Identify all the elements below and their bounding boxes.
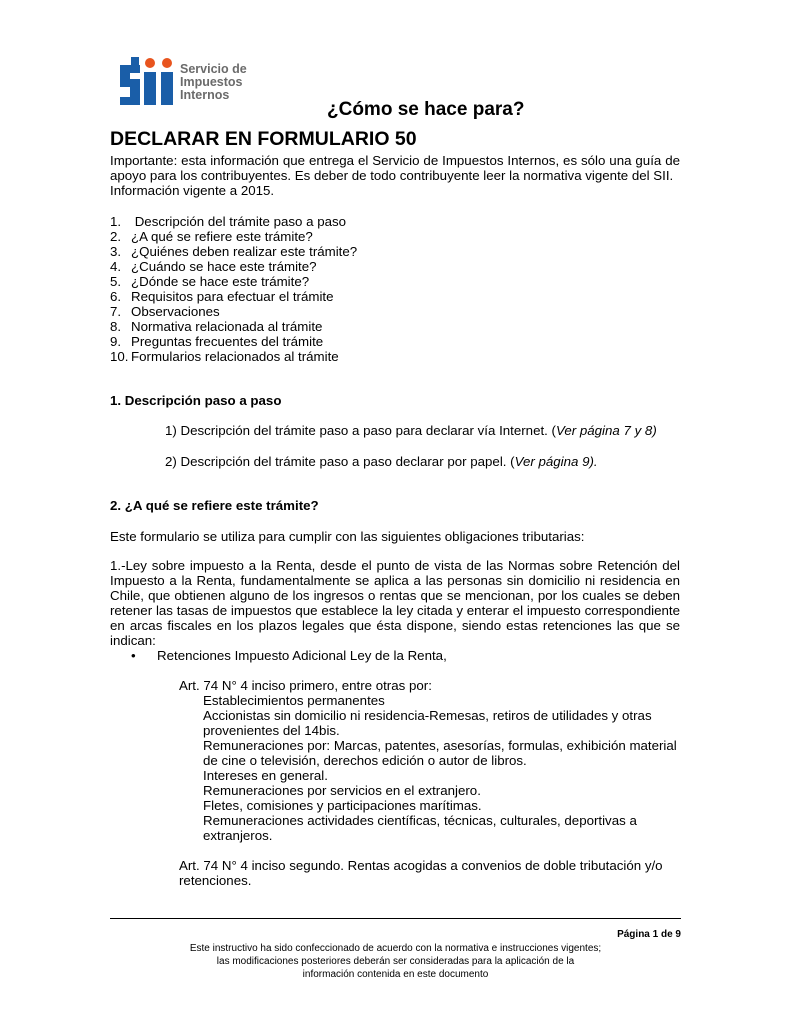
logo-text: Impuestos <box>180 75 243 89</box>
article-item: Establecimientos permanentes <box>203 693 385 708</box>
article-heading: Art. 74 N° 4 inciso primero, entre otras por: <box>179 678 432 693</box>
toc-label: ¿Cuándo se hace este trámite? <box>131 259 317 274</box>
toc-item <box>110 289 680 304</box>
intro <box>110 153 680 198</box>
section-2-intro: Este formulario se utiliza para cumplir con las siguientes obligaciones tributarias: <box>110 529 585 544</box>
section-2-heading: 2. ¿A qué se refiere este trámite? <box>110 498 319 513</box>
article-item: Remuneraciones actividades científicas, técnicas, culturales, deportivas a extranjeros. <box>203 813 637 843</box>
toc-label: Normativa relacionada al trámite <box>131 319 323 334</box>
article-74-block <box>179 678 681 888</box>
toc-item <box>110 349 680 364</box>
page-reference: Ver página 9). <box>514 454 598 469</box>
footer-note <box>110 942 681 981</box>
article-item: Remuneraciones por: Marcas, patentes, asesorías, formulas, exhibición material de cine o televisión, derechos edición o autor de libros. <box>203 738 677 768</box>
toc-number: 9. <box>110 334 122 349</box>
sii-logo-mark <box>118 55 178 107</box>
section-2-paragraph: 1.-Ley sobre impuesto a la Renta, desde el punto de vista de las Normas sobre Retención del Impuesto a la Renta, fundamentalmente se aplica a las personas sin domicilio ni residencia en Chile, que obtienen alguno de los ingresos o rentas que se mencionan, por los cuales se deben retener las tasas de impuestos que establece la ley citada y enterar el impuesto correspondiente en arcas fiscales en los plazos legales que ésta dispone, siendo estas retenciones las que se indican: <box>110 558 680 648</box>
toc-item <box>110 259 680 274</box>
page-reference: Ver página 7 y 8) <box>555 423 657 438</box>
toc-number: 2. <box>110 229 122 244</box>
toc-number: 7. <box>110 304 122 319</box>
bullet-item <box>110 648 680 663</box>
document-body <box>110 153 680 888</box>
toc-number: 6. <box>110 289 122 304</box>
article-item: Fletes, comisiones y participaciones marítimas. <box>203 798 482 813</box>
toc-number: 3. <box>110 244 122 259</box>
toc-number: 5. <box>110 274 122 289</box>
toc-label: Preguntas frecuentes del trámite <box>131 334 324 349</box>
toc-item <box>110 244 680 259</box>
toc-item <box>110 304 680 319</box>
article-item: Intereses en general. <box>203 768 328 783</box>
footer-line: Este instructivo ha sido confeccionado de acuerdo con la normativa e instrucciones vigentes; <box>189 943 602 954</box>
toc-item <box>110 319 680 334</box>
bullet-icon: • <box>131 648 136 663</box>
toc-item <box>110 334 680 349</box>
toc-label: Descripción del trámite paso a paso <box>131 214 347 229</box>
article-item: Accionistas sin domicilio ni residencia-Remesas, retiros de utilidades y otras provenientes del 14bis. <box>203 708 652 738</box>
logo-text: Internos <box>180 88 230 102</box>
toc-number: 1. <box>110 214 122 229</box>
article-74-second: Art. 74 N° 4 inciso segundo. Rentas acogidas a convenios de doble tributación y/o retenciones. <box>179 858 663 888</box>
toc-item <box>110 274 680 289</box>
toc-item <box>110 214 680 229</box>
page-title: DECLARAR EN FORMULARIO 50 <box>110 128 417 150</box>
footer-line: información contenida en este documento <box>302 969 489 980</box>
page-number: Página 1 de 9 <box>617 929 681 940</box>
intro-text: Importante: esta información que entrega el Servicio de Impuestos Internos, es sólo una guía de apoyo para los contribuyentes. Es deber de todo contribuyente leer la normativa vigente del SII. <box>110 153 680 183</box>
item-text: 1) Descripción del trámite paso a paso para declarar vía Internet. ( <box>165 423 556 438</box>
footer-divider <box>110 918 681 919</box>
toc-label: ¿Quiénes deben realizar este trámite? <box>131 244 358 259</box>
logo-text: Servicio de <box>180 62 247 76</box>
intro-validity: Información vigente a 2015. <box>110 183 275 198</box>
table-of-contents <box>110 214 680 364</box>
article-item: Remuneraciones por servicios en el extranjero. <box>203 783 481 798</box>
toc-label: ¿Dónde se hace este trámite? <box>131 274 310 289</box>
section-1-item-paper <box>110 454 680 469</box>
page-subtitle: ¿Cómo se hace para? <box>327 99 525 120</box>
section-1-item-internet <box>110 423 680 438</box>
sii-logo <box>118 55 268 110</box>
toc-item <box>110 229 680 244</box>
footer-line: las modificaciones posteriores deberán ser consideradas para la aplicación de la <box>216 956 575 967</box>
toc-label: Observaciones <box>131 304 220 319</box>
toc-label: Formularios relacionados al trámite <box>131 349 339 364</box>
toc-number: 8. <box>110 319 122 334</box>
item-text: 2) Descripción del trámite paso a paso declarar por papel. ( <box>165 454 515 469</box>
toc-label: ¿A qué se refiere este trámite? <box>131 229 313 244</box>
section-1-heading: 1. Descripción paso a paso <box>110 393 282 408</box>
toc-number: 10. <box>110 349 129 364</box>
toc-label: Requisitos para efectuar el trámite <box>131 289 334 304</box>
bullet-text: Retenciones Impuesto Adicional Ley de la Renta, <box>157 648 447 663</box>
toc-number: 4. <box>110 259 122 274</box>
